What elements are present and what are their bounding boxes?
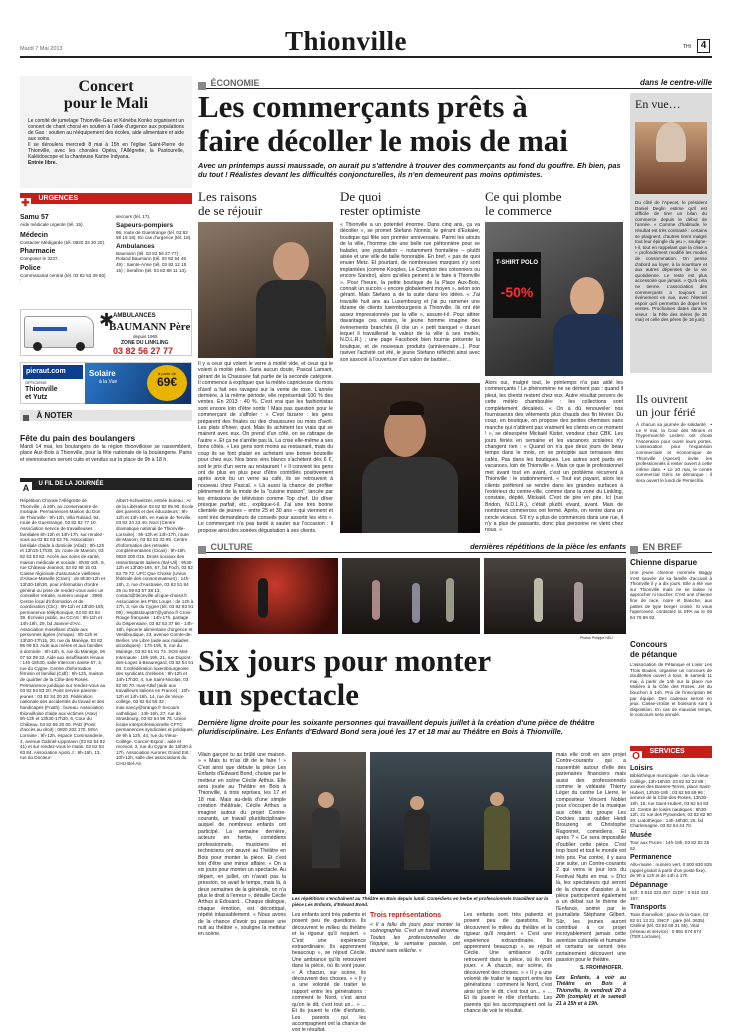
- sunglasses-image: [85, 363, 191, 404]
- sub1-title-2: de se réjouir: [198, 203, 263, 218]
- en-bref-label: EN BREF: [642, 542, 682, 552]
- services-list: [630, 764, 712, 940]
- medecin-title: Médecin: [20, 231, 49, 239]
- concert-title-2: pour le Mali: [63, 95, 149, 112]
- journee-header: [20, 478, 192, 493]
- page-city-title: Thionville: [285, 26, 408, 56]
- services-label: SERVICES: [649, 748, 685, 755]
- sub3-title-1: Ce qui plombe: [485, 189, 562, 204]
- medecin-text: Contacter Médigarde (tél. 0820 33 20 20).: [20, 239, 106, 245]
- baumann-top: AMBULANCES: [113, 313, 156, 319]
- loisirs-text: Bibliothèque municipale : rue du Vieux-Collège, 13h-18h30. 03 82 52 22 88 ; annexe des Basses-Terres, place Saint-Hubert, 13h30-18h ; 03 82 56 59 96 ; annexe de la Côte-des-Roses, 13h30-18h, 15, rue Saint-Hubert, 03 82 54 83 22. Centre de loisirs nautiques : 8h30-12h, 21 rue des Pyramides, 03 82 82 90 20. Ludothèque : 14h-18h30, 26, bd Charlemagne, 03 82 54 44 70.: [630, 773, 712, 829]
- concert-box: [20, 76, 192, 188]
- culture-body-4: Les enfants sont très patients et posent peu de questions. Ils découvrent le milieu du théâtre et la rigueur qu'il requiert. « C'est une expérience extraordinaire. Ils apprennent beaucoup », se réjouit Cécile. Une ambiance qu'ils retrouvent dans la pièce, où ils vont jouer. « À chacun, sur scène, ils découvrent des choses. » « Il y a une volonté de traiter le rapport entre les générations : comment le Nord, c'est ainsi qu'on le dit, c'est tout un... » ... Et ils jouent le rôle d'enfants. Les parents qui les accompagnent ont la chance de voir le résultat.: [464, 912, 552, 1015]
- culture-body-1: Vilain garçon tu as brûlé une maison. » « Mais tu m'as dit de le faire ! » C'est ainsi que débute la pièce Les Enfants d'Edward Bond, choisie par le metteur en scène Cécile Arthus. Elle sera jouée au Théâtre en Bois à Thionville, à trois reprises, les 17 et 18 mai. Mais au-delà d'une simple création théâtrale, Cécile Arthus a imaginé autour du projet Contre-courants, un travail pluridisciplinaire auquel de nombreux enfants ont participé. La semaine dernière, acteurs en herbe, comédiens professionnels, musiciens et techniciens ont œuvré au Théâtre en Bois pour monter la pièce. Et c'est loin d'être une mince affaire. « On a six jours pour monter un spectacle. Au départ, en juillet, on n'avait pas la pression, on avait le temps, mais là, à deux semaines de la générale, on n'a plus le droit à l'erreur », détaille Cécile Arthus à Edouard... Chaque dialogue, chaque émotion, est décortiqué, répété inlassablement. « Nous avons de la chance d'avoir pu passer une nuit au théâtre », souligne la metteur en scène.: [198, 752, 286, 938]
- culture-bar: [198, 541, 626, 553]
- sub2-title-1: De quoi: [340, 189, 382, 204]
- en-bref-title-2b: de pétanque: [630, 650, 678, 659]
- economie-kicker: dans le centre-ville: [639, 78, 712, 87]
- urgences-left: [20, 214, 106, 284]
- shop-owner-photo: [340, 383, 480, 533]
- concert-body: Le comité de jumelage Thionville-Gao et Kénéba Konko organisent un concert de chant choral en soutien à l'aide d'urgence aux populations de Gao : soutien au rééquipement des écoles, aide alimentaire et aide aux soins.: [28, 118, 184, 142]
- culture-headline-1: Six jours pour monter: [198, 643, 492, 678]
- culture-info: Les Enfants, à voir au Théâtre en Bois à Thionville, le vendredi 20 à 20h (complet) et le samedi 21 à 15h et à 19h.: [556, 975, 626, 1007]
- urgences-label: URGENCES: [38, 195, 79, 202]
- pharmacie-text: Composer le 3237.: [20, 256, 59, 262]
- culture-kicker: dernières répétitions de la pièce les enfants: [470, 542, 626, 551]
- culture-body-2: Les enfants sont très patients et posent peu de questions. Ils découvrent le milieu du théâtre et la rigueur qu'il requiert. « C'est une expérience extraordinaire. Ils apprennent beaucoup », se réjouit Cécile. Une ambiance qu'ils retrouvent dans la pièce, où ils vont jouer. « À chacun, sur scène, ils découvrent des choses. » « Il y a une volonté de traiter le rapport entre les générations : comment le Nord, c'est ainsi qu'on le dit, c'est tout un... » ... Et ils jouent le rôle d'enfants. Les parents qui les accompagnent ont la chance de voir le résultat.: [292, 912, 366, 1034]
- musee-title: Musée: [630, 831, 652, 839]
- sub2-title-2: rester optimiste: [340, 203, 421, 218]
- transports-text: Taxis thionvillois : place de la Gare, 03 82 51 13 31. SNCF : gare (tél. 3635). Citéline (tél. 03 82 59 31 55). Vital (réseau et service) : 0 891 674 674 (TER Lorraine).: [630, 912, 709, 940]
- page-number: 4: [697, 39, 710, 53]
- shop-vendor-photo: T-SHIRT POLO -50%: [485, 222, 623, 376]
- pieraut-logo: [23, 365, 83, 379]
- economie-headline-1: Les commerçants prêts à: [198, 89, 528, 124]
- police-title: Police: [20, 264, 41, 272]
- sub1-title-1: Les raisons: [198, 189, 257, 204]
- ad-baumann[interactable]: [20, 309, 192, 356]
- culture-headline-2: un spectacle: [198, 677, 360, 712]
- concert-entry: Entrée libre.: [28, 160, 57, 166]
- urgences-bar: [20, 193, 192, 209]
- sub3-title-2: le commerce: [485, 203, 552, 218]
- percent-sign: -50%: [500, 284, 534, 300]
- en-vue-text: Du côté de l'Apecet, le président Daniel Deglin estime qu'il est difficile de tirer un bilan du commerce depuis le début de l'année. « Comme d'habitude, le résultat est très contrasté : certains se plaignent, d'autres tirent malgré tout leur épingle du jeu », souligne-t-il, tout en rappelant que la crise a « profondément modifié les modes de consommation. On pense d'abord au loyer, à la nourriture et aux autres dépenses de la vie quotidienne. Le reste est plus accessoire que jamais. » Qu'à cela ne tienne. L'association des commerçants a toujours un événement en vue, avec l'éternel espoir qu'il permettra de doper les ventes. Prochaines dates dans le viseur : la Fête des mères (le 26 mai) et celle des pères (le 16 juin).: [635, 200, 707, 323]
- services-o-icon: O: [630, 751, 642, 763]
- pharmacie-title: Pharmacie: [20, 248, 56, 256]
- cross-icon: ✚: [21, 198, 30, 209]
- stage-photo-2: [342, 558, 480, 634]
- baumann-since: depuis 1965: [133, 334, 158, 339]
- stage-photo-3: [484, 558, 626, 634]
- ambulances-title: Ambulances: [116, 242, 155, 250]
- price-badge: [147, 365, 187, 401]
- musee-text: Tour aux Puces : 14h-18h, 03 82 82 25 52.: [630, 839, 710, 851]
- pieraut-name: pieraut.com: [26, 368, 66, 375]
- culture-label: CULTURE: [210, 542, 253, 552]
- baumann-phone: 03 82 56 27 77: [113, 346, 174, 356]
- en-bref-text-2: L'association de Pétanque et Loisir Les Trois Boules, organise un concours de doublettes ouvert à tous, le samedi 11 mai, à partir de 14h sur la place rue Molière à la Côte des Roses. Jet du bouchon à 14h. Prix de l'inscription 8€ par équipe. Des cadeaux seront en jeux. Casse-croûte et boissons sont à disposition. En cas de mauvais temps, le concours sera annulé.: [630, 662, 712, 718]
- economie-bar: [198, 77, 712, 89]
- en-bref-title-2a: Concours: [630, 640, 668, 649]
- en-bref-square-icon: [630, 546, 638, 554]
- journee-col-right: Albert-Schweitzer, entrée bureau : Ar de la Libération 03 82 82 85 90. École des parents et des éducateurs : 9h-12h et 13h-16h, en mairie de Terville, 03 82 34 23 40. Noct (Centre dramatique national de Thionville-Lorraine) : 9h-12h et 14h-17h, route de Manom, 03 82 53 33 95. Centre d'information des retraités complémentaires (Cicas) : 9h-18h, 0820 200 015. Droits sociaux des ressortissants italiens (Ital-Uil) : 9h30-12h et 13h30-16h, 67, bd Foch, 03 82 53 79 72. UFC Que Choisir (Union fédérale des consommateurs) : 14h-18h, 2, rue d'Austrasie, 03 82 51 84 25 ou 09 63 57 38 13, contact@thionville.ufcque-choisir.fr. Association les P'tits Loups : de 14h à 17h, 3, rue du Cygne (tél. 03 82 83 91 09) ; lesptitsloups57@yahoo.fr Croix-Rouge française : 14h-17h, partage du Dispensaire, 03 82 53 37 66 - 14h-18h, épicerie alimentaire d'urgence et Vestiboutique, 23, avenue Comte-de-Berlier. Vie Libre (aide aux malades alcooliques) : 17h-19h, 5, rue du Manège, 03 82 51 81 74. SOS Mal-Internaute : 18h-19h, 21, rue Dupont-des-Loges à Beauregard, 03 82 54 61 93. Confédération luxembourgeoise des syndicats chrétiens : 9h-12h et 14h-17h30, 4, rue Saint-Nicolas, 03 82 80 70. Inas-Atlaf (aide aux travailleurs italiens en France) : 10h-12h et 14h-16h, 14, rue de Vieux-collège, 03 82 54 56 32 ; inas.nancy@orange.fr Secours catholique : 14h-16h, 27, rue de Strasbourg, 03 82 54 98 75. Union locale interprofessionnelle CFTC permanences syndicales et juridiques, de 9h à 12h, 44, rue du Vieux-Collège. Cancer-Espoir : aide et recevoir, 3, rue du Cygne de 15h30 à 17h. Association Aurores Grand Est : 10h-12h, salle des associations du CHU Bel-Air.: [116, 498, 194, 766]
- pompiers-title: Sapeurs-pompiers: [116, 221, 174, 229]
- solaire-label: Solaire: [89, 369, 116, 378]
- a-noter-label: À NOTER: [36, 411, 73, 420]
- page-code: THI: [683, 44, 692, 50]
- loisirs-title: Loisirs: [630, 765, 653, 772]
- a-noter-title: Fête du pain des boulangers: [20, 433, 136, 443]
- star-of-life-icon: ✱: [99, 310, 115, 330]
- pompiers-text: 96, route de Guentrange (tél. 03 82 59 18 18). En cas d'urgence (tél. 18).: [116, 229, 192, 241]
- culture-caption: Les répétitions s'enchaînent au Théâtre en Bois depuis lundi. Comédiens en herbe et professionnels travaillent sur la pièce Les Enfants, d'Edward Bond.: [292, 896, 549, 907]
- concert-body-2: Il se déroulera mercredi 8 mai à 15h en l'église Saint-Pierre de Thionville, avec les chorales Opéra, l'Allégrette, la Pastourelle, Kaléidoscope et la chanteuse Karine Indyana.: [28, 142, 184, 160]
- ferie-text: À chacun sa journée de solidarité : • Le 9 mai, la Cour des Miroirs et l'hypermarché Leclerc ont choisi l'Ascension pour ouvrir leurs portes. L'association pour l'expansion commerciale et économique de Thionville (Apecet) invite les professionnels à rester ouvert à cette même date. • Le 20 mai, le centre commercial Géric se démarque : il sera ouvert le lundi de Pentecôte.: [636, 422, 712, 483]
- culture-square-icon: [198, 546, 206, 554]
- en-bref-text-1: Une jeune chienne nommée Baggy s'est sauvée de sa famille d'accueil à Thionville il y a dix jours. Elle a été vue sur Thionville mais ne se laisse ni approcher ni toucher. C'est une chienne fine de race, noire et blanche, aux pattes de type berger croisé. Si vous l'apercevez, contactez la SPA au le 06 64 76 86 92.: [630, 570, 712, 620]
- economie-col1-text: Il y a ceux qui voient le verre à moitié vide, et ceux qui le voient à moitié plein. Sans aucun doute, Pascal Lamant, gérant de la Chaussée fait partie de la seconde catégorie. Il commence à expliquer que la météo capricieuse du mois d'avril a fait ses ravages sur la vente de rose. L'année dernière, à la même période, elle représentait 100 % des ventes. En 2013 : 40 %. C'est vrai que les fashionistas sont encore loin d'être sortis ! Mais pas question pour le commerçant de s'affoler : « C'est bizarre : les gens préparent des finales ou des chaussures ou mois d'avril. Les plats d'hiver, quoi. Mais ils achètent les vrais qui se mairent avec eux. On prend d'un côté, on se rattrape de l'autre ». Et ça ne s'arrête pas là. La crise elle-même a ses bons côtés. « Les gens sont moins au restaurant, mais du coup ils se font plaisir en achetant une bonne bouteille pour chez eux. Nos bons vins blancs s'achètent dès 6 €, soit le prix d'un verre au restaurant ! » Il convient les gens ont de plus en plus peur d'être contrôlés positivement après avoir bu un verre au café, ils se retrouvent à nouveau chez Pascal. « Là aussi la chance de profiter pleinement de la mode de la "cuisine maison", lancée par les émissions de télévision comme Top chef. Un dîner presque parfait, etc., explique-t-il. J'ai une très bonne clientèle de jeunes – entre 25 et 30 ans – qui viennent et sont très demandeurs de conseils pour assortir les vins ». Le commerçant n'a pas tardé à sauter sur l'occasion : il propose ainsi des soirées dégustation à ses clients.: [198, 361, 333, 534]
- baumann-zone: ZONE DU LINKLING: [121, 340, 169, 346]
- samu-title: Samu 57: [20, 214, 49, 221]
- urgences-right: [116, 214, 192, 273]
- en-vue-box: [630, 93, 712, 373]
- shop-window-photo: [635, 122, 707, 194]
- police-text: Commissariat central (tél. 03 82 53 39 80) :: [20, 272, 106, 284]
- baumann-name: BAUMANN Père: [109, 321, 191, 333]
- pieraut-city-2: et Yutz: [25, 394, 48, 401]
- solaire-sub: à la Vue: [99, 379, 118, 385]
- transports-title: Transports: [630, 904, 667, 912]
- economie-label: ÉCONOMIE: [210, 78, 260, 88]
- a-noter-header: [20, 410, 192, 421]
- depannage-text: Edf : 0 810 333 457. GrDF : 0 810 433 157.: [630, 889, 709, 901]
- journee-a-icon: A: [20, 482, 32, 494]
- depannage-title: Dépannage: [630, 881, 668, 889]
- ambulances-text: Baumann (tél. 03 82 56 27 77) ; Roland Baumann (tél. 03 82 54 49 49) ; Sainte-Anne (tél. 03 82 12 15 15) ; Serafinn (tél. 03 82 88 11 13).: [116, 250, 187, 273]
- price-value: 69€: [156, 375, 178, 389]
- header-rule: [20, 56, 712, 58]
- square-bullet-icon: [23, 415, 29, 421]
- wine-merchant-photo: [198, 222, 333, 358]
- en-bref-bar: [630, 541, 712, 553]
- trois-title: Trois représentations: [370, 912, 442, 919]
- culture-signature: S. FROHNHOFER.: [580, 965, 623, 971]
- pieraut-city: Thionville: [25, 386, 58, 393]
- economie-headline-2: faire décoller le mois de mai: [198, 123, 568, 158]
- journee-col-left: Répétition Chorale l'Allégrette de Thionville : à 20h, au conservatoire de musique. Permanences Maison du Don de Thionville : 9h-12h, Villa Roland, 94, route de Guentrange, 03 82 82 77 10. Association service de travailleuses familiales 8h-12h et 14h-17h, sur rendez-vous au 03 82 53 53 75. Association familiale d'aide à domicile (Afad) : 8h-12h et 13h15-17h30, 15, route de Manom, 03 82 53 53 82. Accès aux soins de santé, maison médicale et sociale : 8h30-16h, 9, rue Château-Jeannot, 03 82 88 15 03. Caisse régionale d'assurance vieillesse d'Alsace-Moselle (Cram) : de 8h30-12h et 13h30-16h30, pour information d'ordre général ou prise de rendez-vous avec un conseiller retraite, numéro unique : 3960. Centre local d'information et de coordination (Clic) : 9h-11h et 13h30-16h, permanence téléphonique, 03 82 83 64 39. Écrivain public, au CCAS : 9h-11h et 14h-16h, 29, bd Joanne-d'Arc. Association mosellane d'aide aux personnes âgées (Amapa) : 8h-12h et 13h30-17h15, 20, rue du Manège, 03 82 85 09 53. Aide aux mères et aux familles à domicile : 9h-12h, 5, rue du Manège, 06 07 52 09 32. Aide aux insuffisants rénaux : 14h-15h30, salle Intercom sainte 57, 3, rue du Cygne. Centre d'information féminin et familial (Cidf) : 9h-12h, maison de quartier de la Côte-des-Roses. Permanence juridique sur rendez-vous au 03 82 54 83 20. Point service parents-jeunes : 03 82 34 20 20. Fédération nationale des accidentés du travail et des handicapés (Fnath) : bureau. Association thionvilloise d'aide aux victimes (Atav) : 9h-12h et 13h30-17h30, 6, Cour du Château, 03 82 59 20 00. PAD (Point d'accès au droit) : 0820 202 170. MSA Lorraine : 9h-12h, espace Commanderie, 2, avenue Gabriel-Lippmann (03 82 54 82 41) et sur rendez-vous le matin. 03 82 53 83 84. Association Apolo J : 9h-16h, 13, rue du Docteur-: [20, 498, 106, 761]
- ferie-title-1: Ils ouvrent: [636, 392, 688, 406]
- price-pre: à partir de: [157, 371, 176, 376]
- economie-col2-text: « Thionville a un potentiel énorme. Dans cinq ans, ça va décoller », se promet Stefano Nonnis, le gérant d'Eskaler, boutique qui fête son premier anniversaire. Parmi les atouts de la ville, l'homme cite une belle rue piétonnière pour se balader, une population – notamment frontalière – plutôt aisée et une ville de taille honorable. En bref, « pas de quoi enuier Metz. Et pourtant, de nombreuses marques s'y sont implantées (comme Kooples, Le Comptoir des cotonniers ou encore Sandro), alors qu'elles peinent à le faire à Thionville ». Pour l'heure, la petite boutique de la Place Aux-Bois, connait un succès « encore globalement moyen », selon son gérant. Mais Stefano a de la suite dans les idées. « J'ai travaillé huit ans au Luxembourg et j'ai pu ramener une dizaine de clients luxembourgeois à Thionville. Ils ont été assez impressionnés par la ville », assure-t-il. Pour attirer davantage ces voisins, le jeune homme imagine des événements branchés (il cite un « petit banquet » durant lequel il travaillerait la valeur de la ville à ses invités, N.D.L.R.) ; une page Facebook bien fournie présente la boutique, et de nouveaux produits (anniversaire...). Pour raviver l'activité cet été, le jeune Stefano réfléchit ainsi avec son associé à l'ouverture d'un salon de barbier...: [340, 222, 480, 363]
- culture-photo-credit: Photos Philippe NEU: [580, 636, 613, 640]
- concert-title-1: Concert: [78, 78, 134, 95]
- a-noter-body: Mardi 14 mai, les boulangers de la région thionvilloise se rassemblent, place Aux-Bois à Thionville, pour la fête nationale de la boulangerie. Pains et viennoiseries seront cuits et vendus sur la place de 9h à 18 h.: [20, 444, 192, 463]
- journee-label: U FIL DE LA JOURNÉE: [38, 481, 104, 487]
- ferie-title-2: un jour férié: [636, 405, 696, 419]
- stage-photo-1: [198, 558, 338, 634]
- culture-lead: Dernière ligne droite pour les soixante personnes qui travaillent depuis juillet à la création d'une pièce de théâtre pluridisciplinaire. Les Enfants d'Edward Bond sera joué les 17 et 18 mai au Théâtre en Bois à Thionville.: [198, 718, 595, 736]
- pieraut-sub: OPTICIENS: [25, 380, 47, 385]
- samu-text: Aide médicale urgente (tél. 15).: [20, 222, 84, 227]
- secours-text: secours (tél. 17).: [116, 214, 151, 219]
- en-vue-title: En vue…: [635, 97, 681, 111]
- permanence-text: Allo-mairie : numéro vert, 0 800 830 825 (appel gratuit à partir d'un poste fixe), de 9h à 12h et de 14h à 17h.: [630, 862, 712, 879]
- en-bref-title-1: Chienne disparue: [630, 558, 698, 567]
- rehearsal-photo-1: [292, 752, 366, 894]
- permanence-title: Permanence: [630, 854, 672, 862]
- rehearsal-photo-2: [370, 752, 552, 894]
- services-bar: [630, 746, 712, 762]
- header-date: Mardi 7 Mai 2013: [20, 46, 63, 52]
- ambulance-van-image: [24, 316, 94, 348]
- trois-text: « Il a fallu dix jours pour monter la scénographie. C'est un travail énorme. Toutes les professionnelles de l'équipe, la semaine passée, ont œuvré sans relâche. »: [370, 922, 460, 954]
- culture-body-3: mais elle croit en son projet Contre-courants qui a rassemblé autour d'elle des partenaires financiers mais aussi des professionnels comme le vidéaste Thierry Léger du centre Le Lierre, le compositeur Vincent Noblet pour s'occuper de la musique aux côtés du groupe Les Dockies sans oublier Heidi Brouzeng et Christophe Ragonnet, comédiens. Et après ? « Ce sera impossible d'oublier cette pièce. C'est trop lourd et tout le monde est très pris. Par contre, il y aura une suite, un Contre-courants 2 qui verra le jour lors du Festival Nuits en mai. » D'ici là, les spectateurs qui seront de la chance d'assister à la pièce participeront également à un débat sur le thème de l'Enfance, animé par le journaliste Stéphane Gilbert. Sûr, les jeunes auront contribué à ce projet incroyablement jamais cette aventure culturelle et humaine et certains se seront très certainement découvert une passion pour le théâtre.: [556, 752, 626, 963]
- ad-pieraut[interactable]: [20, 362, 192, 404]
- economie-col3-text: Alors oui, malgré tout, le printemps n'a pas aidé les commerçants ! Le phénomène ne se dément pas : quand il pleut, les clients restent chez eux. Autre résultat pervers de cette météo chamboulée : les collections sont complètement décalées. « On a dû renouveler nos fournisseurs des vêtements plus chauds des fin février. Du coup, en boutique, on propose des petites chemises sans manche qui n'attirent pas vraiment les clients en ce moment ! », se désespère Mickaël Kister, vendeur chez CBK. Les jours fériés en semaine et les vacances scolaires n'y changent rien : « Quand on n'a que deux jours de beau temps dans le mois, on se précipite aux terrasses des cafés. Pas dans les boutiques. Les autres sont partis en vacances, loin de Thionville ». Mais ce que le professionnel met avant tout en avant, c'est un problème récurrent à Thionville : le stationnement. « Tout est payant, alors les clients préfèrent se rendre dans les grandes surfaces à l'extérieur du centre-ville, comme dans la zone du Linkling, constate, dépité, Mickaël. C'est de pire en pire. Ici (rue Bridon, N.D.L.R.), c'était plutôt vivant, avant. Mais de nombreux commerces ont fermé. Après, on rentre dans un cercle vicieux. S'il n'y a plus de commerces dans une rue, il n'y a plus de passants, donc plus personne ne vient chez nous. »: [485, 380, 623, 534]
- economie-lead: Avec un printemps aussi maussade, on aurait pu s'attendre à trouver des commerçants au fond du gouffre. Eh bien, pas du tout ! Réalistes devant les difficultés conjoncturelles, ils n'en demeurent pas moins optimistes.: [198, 161, 621, 179]
